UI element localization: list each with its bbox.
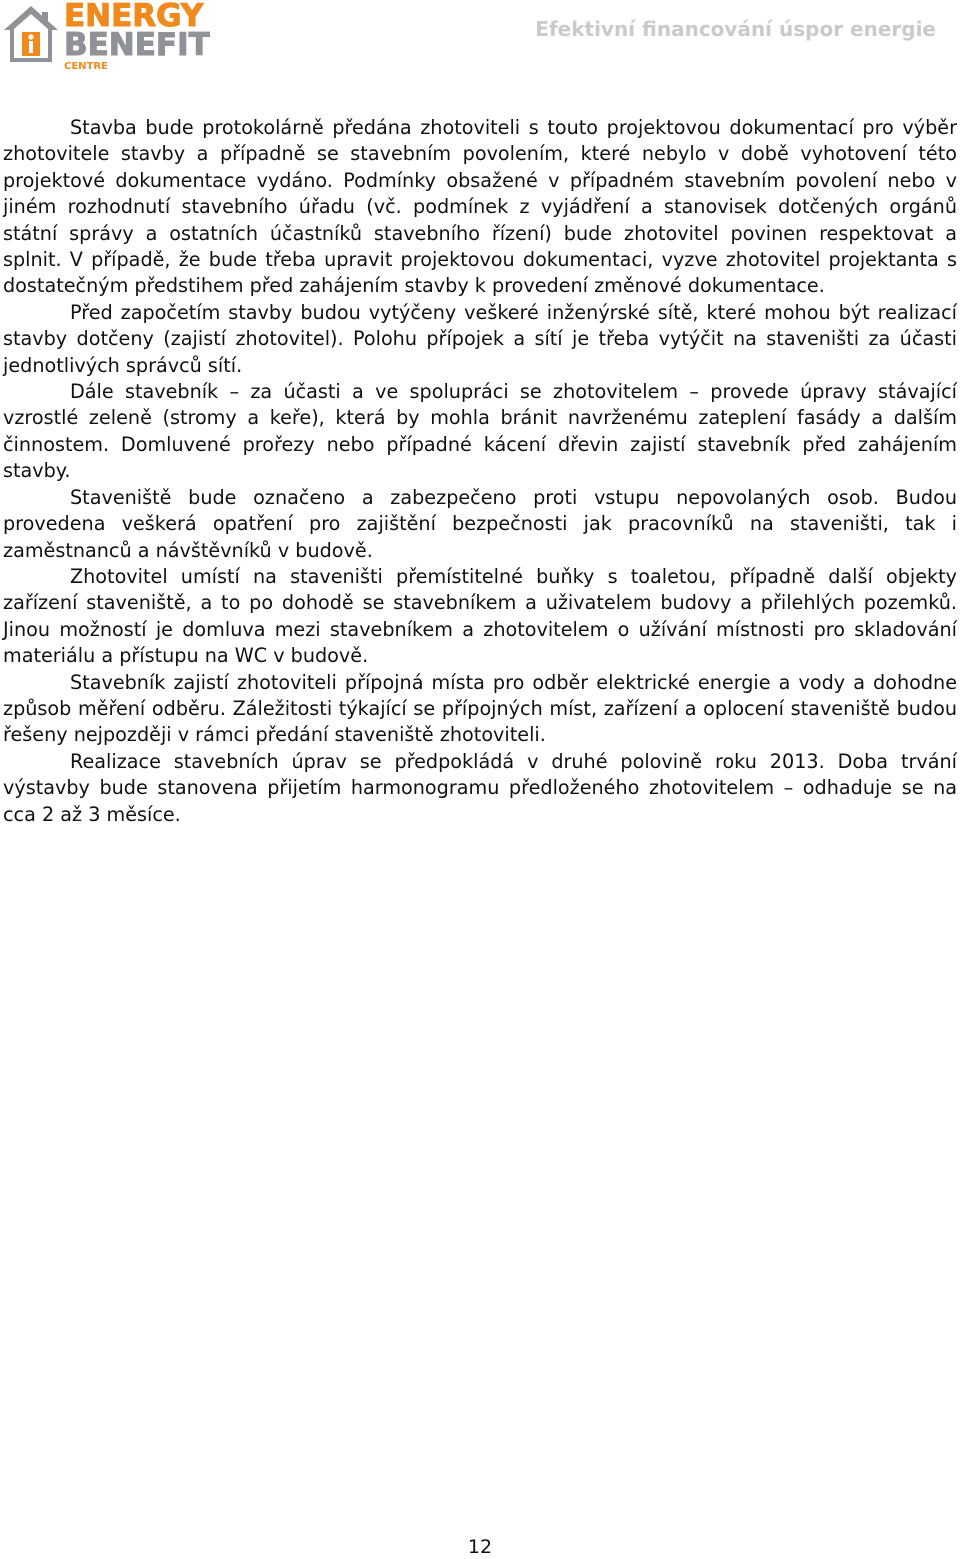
logo-word-energy: ENERGY [64, 0, 204, 34]
paragraph-connections: Stavebník zajistí zhotoviteli přípojná místa pro odběr elektrické energie a vody a dohodne způsob měření odběru. Záležitosti týkající se přípojných míst, zařízení a oplocení staveniště budou řešeny nejpozději v rámci předání staveniště zhotoviteli. [3, 670, 957, 747]
paragraph-site-security: Staveniště bude označeno a zabezpečeno proti vstupu nepovolaných osob. Budou provedena veškerá opatření pro zajištění bezpečnosti jak pracovníků na staveništi, tak i zaměstnanců a návštěvníků v budově. [3, 485, 957, 562]
energy-benefit-centre-logo [2, 2, 230, 74]
paragraph-greenery: Dále stavebník – za účasti a ve spolupráci se zhotovitelem – provede úpravy stávající vzrostlé zeleně (stromy a keře), která by mohla bránit navrženému zateplení fasády a dalším činnostem. Domluvené prořezy nebo případné kácení dřevin zajistí stavebník před zahájením stavby. [3, 380, 957, 483]
logo-word-benefit: BENEFIT [64, 27, 210, 63]
logo-word-centre: CENTRE [64, 61, 108, 72]
page-header [0, 0, 960, 80]
house-info-icon [2, 4, 60, 64]
paragraph-utility-networks: Před započetím stavby budou vytýčeny veškeré inženýrské sítě, které mohou být realizací stavby dotčeny (zajistí zhotovitel). Polohu přípojek a sítí je třeba vytýčit na staveništi za účasti jednotlivých správců sítí. [3, 300, 957, 377]
logo-wordmark [64, 2, 210, 73]
paragraph-handover: Stavba bude protokolárně předána zhotoviteli s touto projektovou dokumentací pro výběr zhotovitele stavby a případně se stavebním povolením, které nebylo v době vyhotovení této projektové dokumentace vydáno. Podmínky obsažené v případném stavebním povolení nebo v jiném rozhodnutí stavebního úřadu (vč. podmínek z vyjádření a stanovisek dotčených orgánů státní správy a ostatních účastníků stavebního řízení) bude zhotovitel povinen respektovat a splnit. V případě, že bude třeba upravit projektovou dokumentaci, vyzve zhotovitel projektanta s dostatečným předstihem před zahájením stavby k provedení změnové dokumentace. [3, 116, 957, 298]
header-tagline: Efektivní financování úspor energie [535, 17, 936, 41]
document-body [3, 115, 957, 828]
page-number: 12 [467, 1536, 493, 1558]
paragraph-schedule: Realizace stavebních úprav se předpokládá v druhé polovině roku 2013. Doba trvání výstavby bude stanovena přijetím harmonogramu předloženého zhotovitelem – odhaduje se na cca 2 až 3 měsíce. [3, 749, 957, 826]
paragraph-site-facilities: Zhotovitel umístí na staveništi přemístitelné buňky s toaletou, případně další objekty zařízení staveniště, a to po dohodě se stavebníkem a uživatelem budovy a přilehlých pozemků. Jinou možností je domluva mezi stavebníkem a zhotovitelem o užívání místnosti pro skladování materiálu a přístupu na WC v budově. [3, 564, 957, 668]
